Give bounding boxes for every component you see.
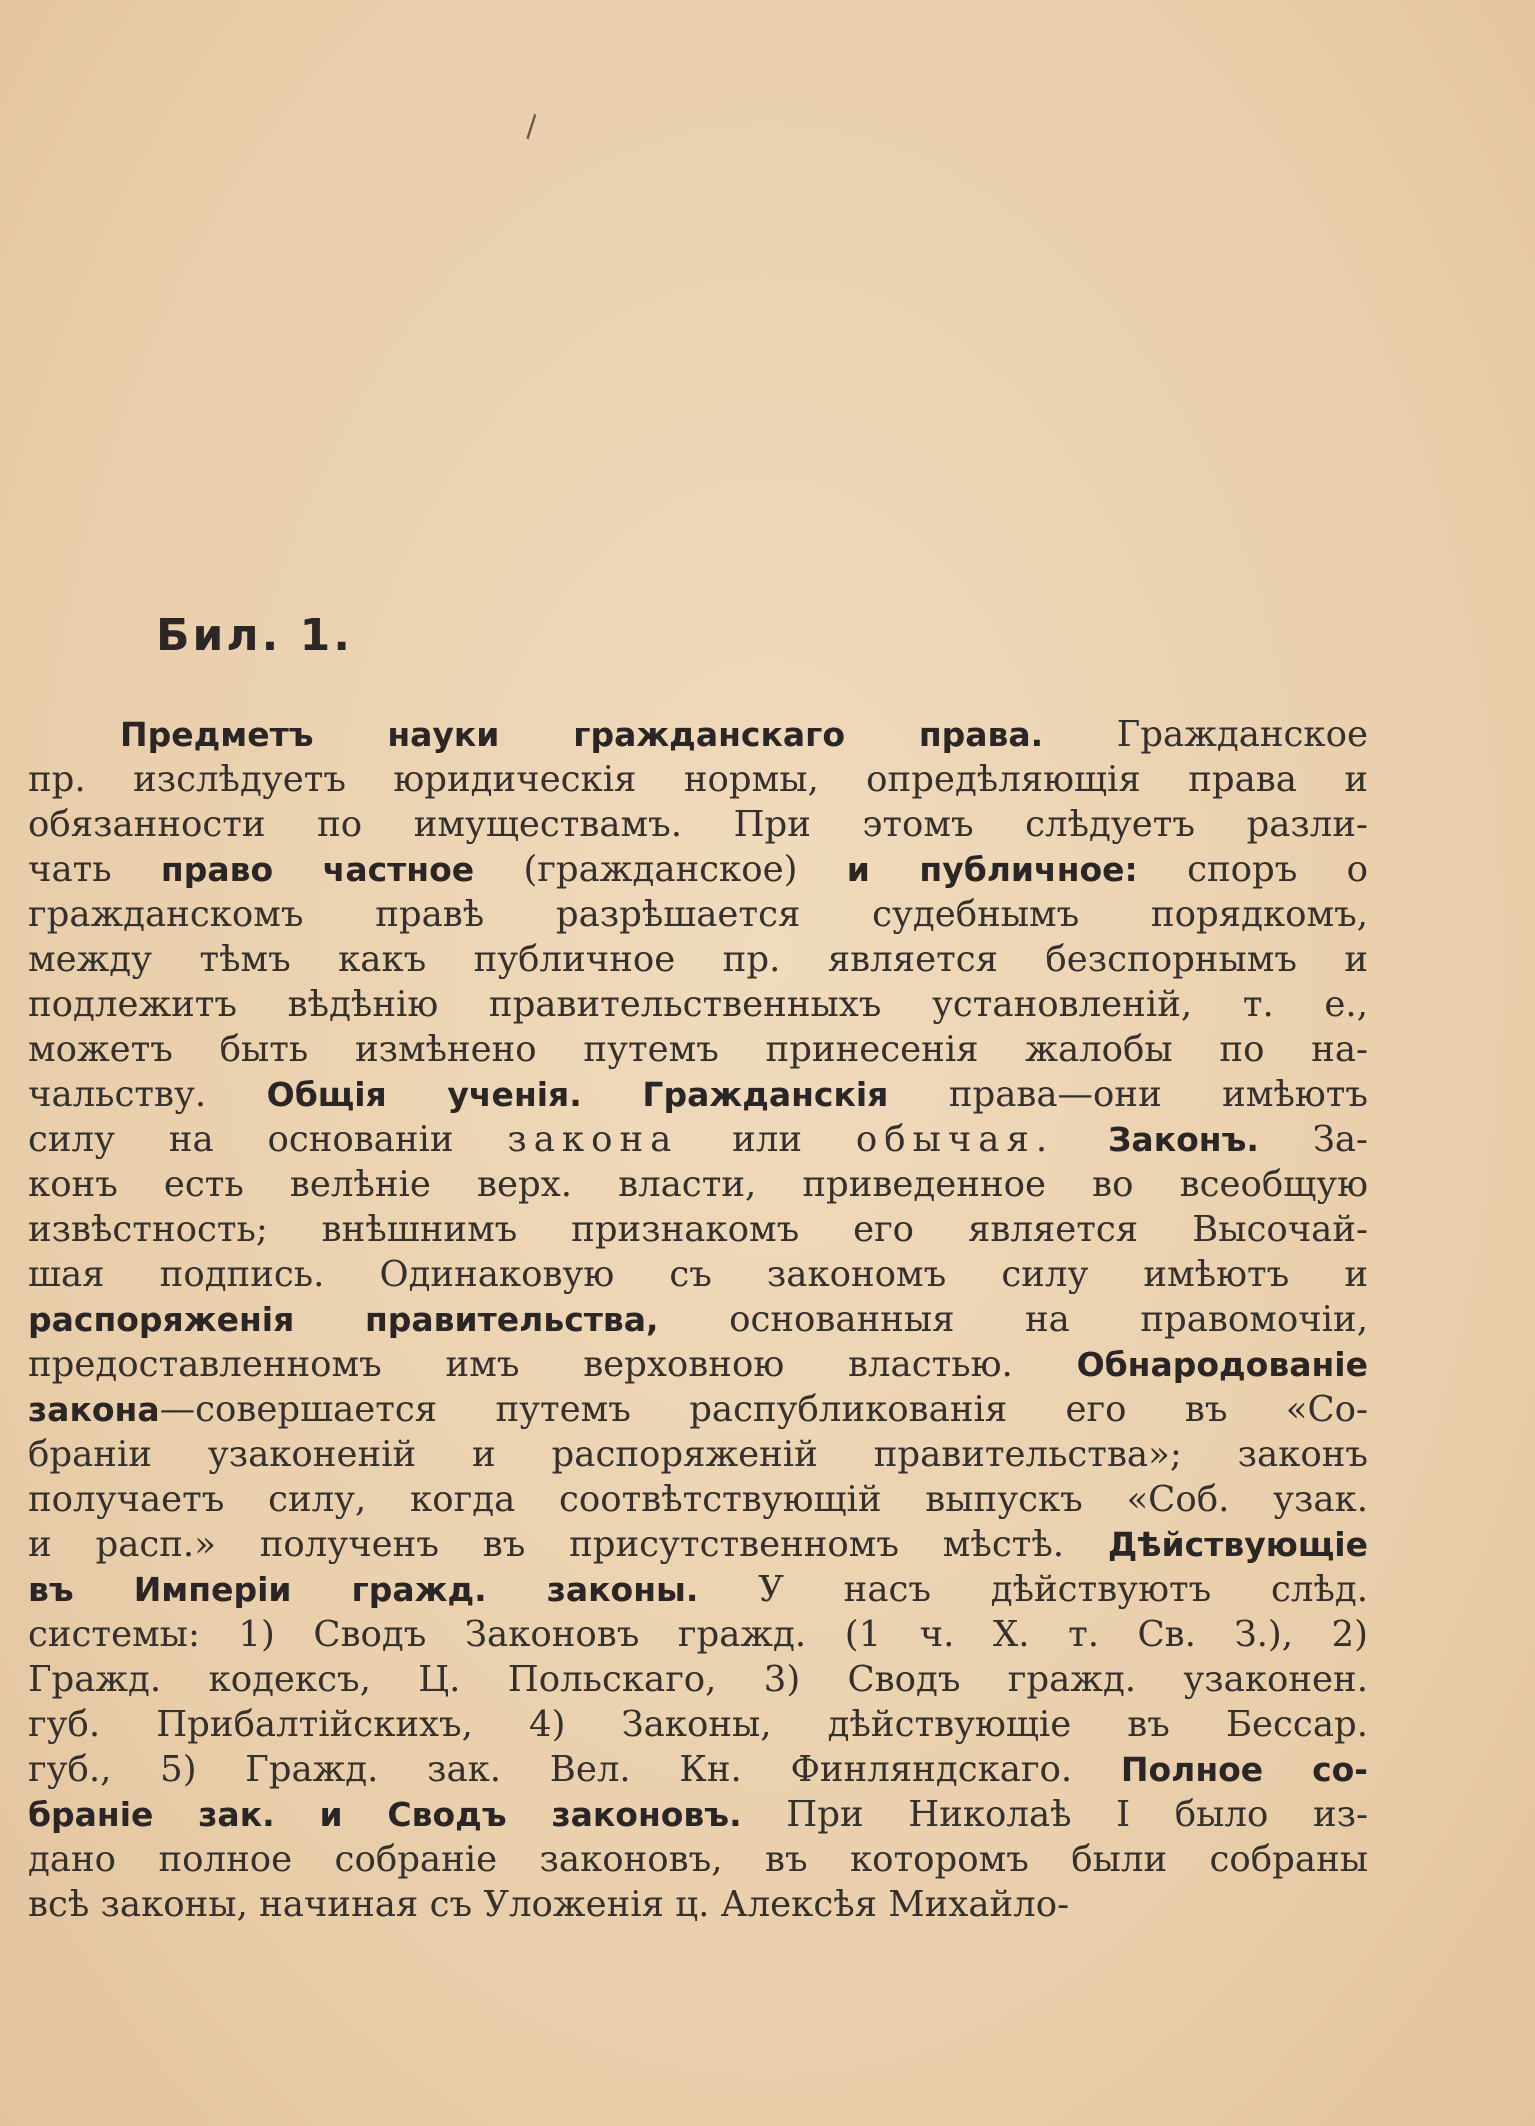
bold-term: браніе зак. и Сводъ законовъ. xyxy=(28,1795,742,1834)
text-line xyxy=(28,802,1368,847)
text-line xyxy=(28,1837,1368,1882)
text-run: предоставленномъ имъ верховною властью. xyxy=(28,1344,1077,1385)
text-line xyxy=(28,1432,1368,1477)
bold-term: распоряженія правительства, xyxy=(28,1300,659,1339)
text-run: Гражданское xyxy=(1043,714,1368,755)
bold-term: въ Имперіи гражд. законы. xyxy=(28,1570,699,1609)
text-line xyxy=(28,1072,1368,1117)
text-run: шая подпись. Одинаковую съ закономъ силу имѣютъ и xyxy=(28,1254,1368,1295)
text-run: системы: 1) Сводъ Законовъ гражд. (1 ч. X. т. Св. З.), 2) xyxy=(28,1614,1368,1655)
text-run: Гражд. кодексъ, Ц. Польскаго, 3) Сводъ гражд. узаконен. xyxy=(28,1659,1368,1700)
text-line xyxy=(28,1612,1368,1657)
text-run: При Николаѣ I было из- xyxy=(741,1794,1368,1835)
bold-term: право частное xyxy=(160,850,475,889)
text-line xyxy=(28,1882,1368,1927)
text-run: пр. изслѣдуетъ юридическія нормы, опредѣляющія права и xyxy=(28,759,1368,800)
text-run: подлежитъ вѣдѣнію правительственныхъ установленій, т. е., xyxy=(28,984,1368,1025)
text-run: —совершается путемъ распубликованія его въ «Со- xyxy=(159,1389,1368,1430)
text-run: За- xyxy=(1258,1119,1369,1160)
text-run: извѣстность; внѣшнимъ признакомъ его является Высочай- xyxy=(28,1209,1368,1250)
text-run: дано полное собраніе законовъ, въ которомъ были собраны xyxy=(28,1839,1368,1880)
bold-term: Обнародованіе xyxy=(1076,1345,1368,1384)
text-run: У насъ дѣйствуютъ слѣд. xyxy=(698,1569,1368,1610)
bold-term: Дѣйствующіе xyxy=(1107,1525,1368,1564)
text-run: чальству. xyxy=(28,1074,267,1115)
text-run: чать xyxy=(28,849,161,890)
spaced-term: обычая. xyxy=(855,1119,1055,1160)
ticket-title: Бил. 1. xyxy=(156,610,353,661)
text-run: конъ есть велѣніе верх. власти, приведенное во всеобщую xyxy=(28,1164,1368,1205)
text-run: получаетъ силу, когда соотвѣтствующій выпускъ «Соб. узак. xyxy=(28,1479,1368,1520)
text-run: можетъ быть измѣнено путемъ принесенія жалобы по на- xyxy=(28,1029,1368,1070)
text-line xyxy=(28,1342,1368,1387)
text-run: браніи узаконеній и распоряженій правительства»; законъ xyxy=(28,1434,1368,1475)
text-line xyxy=(28,982,1368,1027)
bold-term: Полное со- xyxy=(1120,1750,1368,1789)
text-run: всѣ законы, начиная съ Уложенія ц. Алексѣя Михайло- xyxy=(28,1884,1070,1925)
bold-term: Общія ученія. Гражданскія xyxy=(266,1075,889,1114)
text-line xyxy=(28,1297,1368,1342)
bold-term: закона xyxy=(28,1390,160,1429)
text-line xyxy=(28,1117,1368,1162)
text-line xyxy=(28,847,1368,892)
bold-term: Законъ. xyxy=(1107,1120,1259,1159)
text-line xyxy=(28,712,1368,757)
text-line xyxy=(28,937,1368,982)
spaced-term: закона xyxy=(507,1119,679,1160)
bold-term: Предметъ науки гражданскаго права. xyxy=(120,715,1044,754)
text-line xyxy=(28,757,1368,802)
text-run xyxy=(1054,1119,1108,1160)
text-line xyxy=(28,892,1368,937)
text-line xyxy=(28,1567,1368,1612)
text-line xyxy=(28,1477,1368,1522)
text-run: (гражданское) xyxy=(474,849,847,890)
text-line xyxy=(28,1522,1368,1567)
text-run: споръ о xyxy=(1137,849,1368,890)
text-line xyxy=(28,1162,1368,1207)
bold-term: и публичное: xyxy=(846,850,1138,889)
text-run: губ. Прибалтійскихъ, 4) Законы, дѣйствующіе въ Бессар. xyxy=(28,1704,1368,1745)
text-line xyxy=(28,1387,1368,1432)
text-run: и расп.» полученъ въ присутственномъ мѣстѣ. xyxy=(28,1524,1108,1565)
body-paragraph xyxy=(28,712,1368,1927)
text-run: губ., 5) Гражд. зак. Вел. Кн. Финляндскаго. xyxy=(28,1749,1121,1790)
text-line xyxy=(28,1792,1368,1837)
text-line xyxy=(28,1252,1368,1297)
text-line xyxy=(28,1657,1368,1702)
text-run: основанныя на правомочіи, xyxy=(658,1299,1368,1340)
text-run: между тѣмъ какъ публичное пр. является безспорнымъ и xyxy=(28,939,1368,980)
text-run: права—они имѣютъ xyxy=(888,1074,1368,1115)
ink-mark: \ xyxy=(517,109,546,144)
text-line xyxy=(28,1027,1368,1072)
text-run: силу на основаніи xyxy=(28,1119,508,1160)
text-line xyxy=(28,1207,1368,1252)
text-line xyxy=(28,1747,1368,1792)
text-run: гражданскомъ правѣ разрѣшается судебнымъ порядкомъ, xyxy=(28,894,1368,935)
text-run: обязанности по имуществамъ. При этомъ слѣдуетъ разли- xyxy=(28,804,1368,845)
text-run: или xyxy=(678,1119,856,1160)
text-line xyxy=(28,1702,1368,1747)
